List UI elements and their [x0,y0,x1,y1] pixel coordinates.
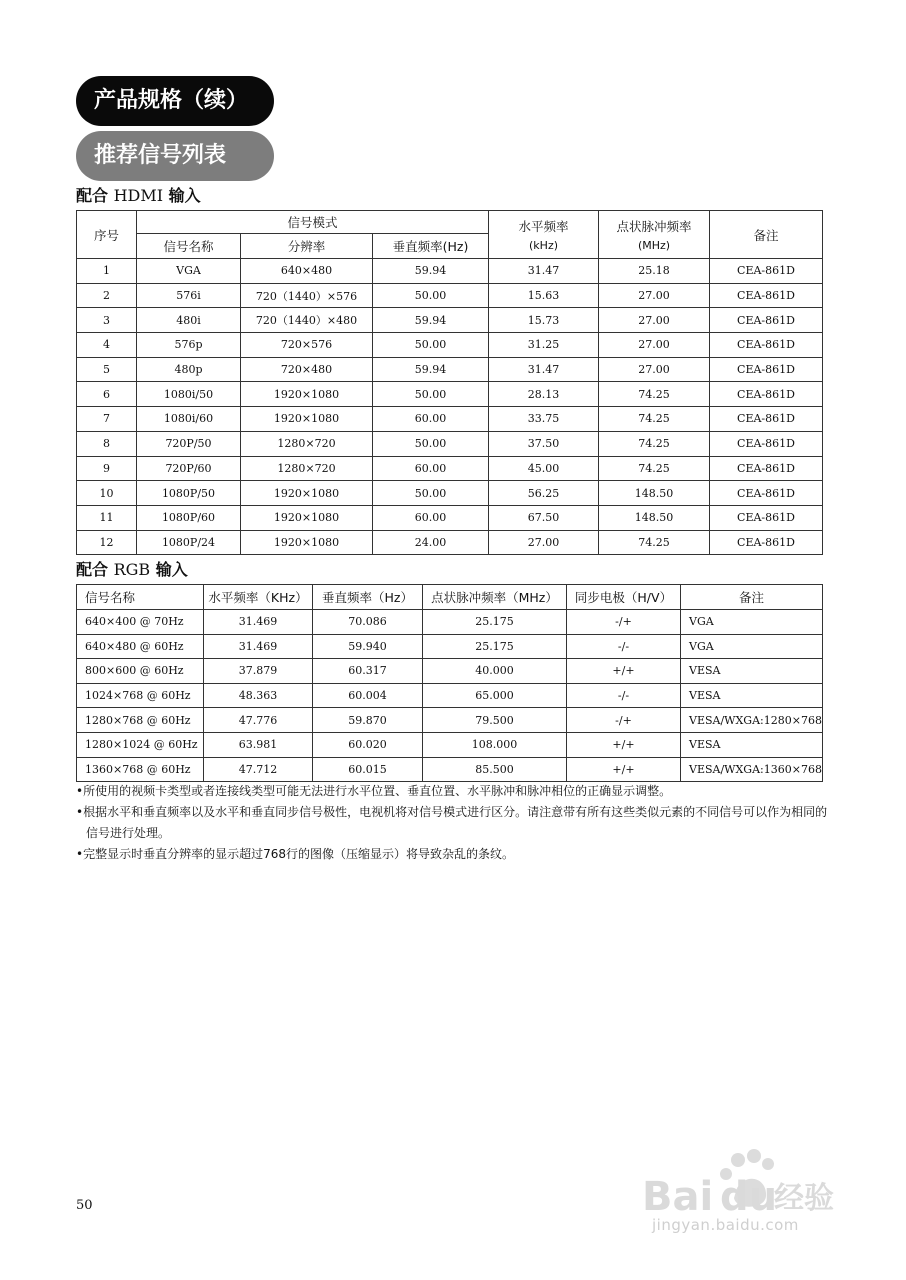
table-cell: 50.00 [373,333,489,358]
table-cell: 640×400 @ 70Hz [77,610,204,635]
table-cell: 1280×768 @ 60Hz [77,708,204,733]
table-row [77,431,823,456]
table-cell: 640×480 @ 60Hz [77,634,204,659]
table-cell: CEA-861D [710,333,823,358]
table-cell: 108.000 [423,732,567,757]
table-cell: 56.25 [489,481,599,506]
table-row [77,382,823,407]
table-cell: 27.00 [489,530,599,555]
table-cell: 720×576 [241,333,373,358]
table-cell: 59.94 [373,308,489,333]
table-cell: 60.015 [313,757,423,782]
header-remark: 备注 [710,211,823,259]
note-item: •完整显示时垂直分辨率的显示超过768行的图像（压缩显示）将导致杂乱的条纹。 [76,847,514,861]
header-signal-mode: 信号模式 [137,211,489,234]
table-cell: 9 [77,456,137,481]
table-cell: 74.25 [599,530,710,555]
table-cell: 720P/60 [137,456,241,481]
table-cell: 720×480 [241,357,373,382]
table-cell: 47.712 [204,757,313,782]
table-cell: 1080P/50 [137,481,241,506]
table-cell: 31.47 [489,357,599,382]
table-cell: 1080i/50 [137,382,241,407]
svg-text:经验: 经验 [774,1181,834,1216]
note-item: •所使用的视频卡类型或者连接线类型可能无法进行水平位置、垂直位置、水平脉冲和脉冲相位的正确显示调整。 [76,784,672,798]
column-header: 垂直频率（Hz） [313,585,423,610]
table-row [77,357,823,382]
section-heading: 推荐信号列表 [76,131,274,181]
table-cell: 27.00 [599,357,710,382]
table-cell: 37.50 [489,431,599,456]
table-cell: CEA-861D [710,530,823,555]
table-row [77,308,823,333]
table-cell: 148.50 [599,505,710,530]
table-cell: 480p [137,357,241,382]
hdmi-section-title: 配合 HDMI 输入 [76,186,201,205]
table-cell: 1080P/60 [137,505,241,530]
table-cell: VESA/WXGA:1360×768 [681,757,823,782]
table-cell: 59.940 [313,634,423,659]
table-cell: 15.63 [489,283,599,308]
note-item: •根据水平和垂直频率以及水平和垂直同步信号极性，电视机将对信号模式进行区分。请注意带有所有这些类似元素的不同信号可以作为相同的信号进行处理。 [76,805,828,840]
notes [76,781,836,865]
table-cell: CEA-861D [710,382,823,407]
table-cell: CEA-861D [710,283,823,308]
table-cell: VESA [681,732,823,757]
table-row [77,708,823,733]
table-row [77,634,823,659]
column-header: 同步电极（H/V） [567,585,681,610]
header-dotclock: 点状脉冲频率 (MHz) [599,211,710,259]
table-cell: 59.94 [373,357,489,382]
svg-text:du: du [720,1174,778,1220]
table-row [77,659,823,684]
header-resolution: 分辨率 [241,234,373,259]
table-cell: CEA-861D [710,431,823,456]
header-signal-name: 信号名称 [137,234,241,259]
table-cell: 800×600 @ 60Hz [77,659,204,684]
table-cell: 576p [137,333,241,358]
table-cell: 1920×1080 [241,505,373,530]
table-cell: VESA [681,659,823,684]
table-cell: 60.020 [313,732,423,757]
table-row [77,610,823,635]
table-cell: 85.500 [423,757,567,782]
table-row [77,757,823,782]
column-header: 水平频率（KHz） [204,585,313,610]
header-vfreq: 垂直频率(Hz) [373,234,489,259]
table-row [77,683,823,708]
table-cell: VGA [137,259,241,284]
table-cell: 48.363 [204,683,313,708]
header-hfreq: 水平频率 (kHz) [489,211,599,259]
table-cell: 1920×1080 [241,382,373,407]
table-cell: 1360×768 @ 60Hz [77,757,204,782]
table-cell: 720P/50 [137,431,241,456]
table-cell: CEA-861D [710,259,823,284]
table-cell: CEA-861D [710,308,823,333]
table-cell: -/- [567,683,681,708]
table-cell: +/+ [567,757,681,782]
table-cell: VGA [681,634,823,659]
table-cell: 28.13 [489,382,599,407]
hdmi-signal-table [76,210,823,555]
table-cell: 11 [77,505,137,530]
table-cell: 60.004 [313,683,423,708]
page-title: 产品规格（续） [76,76,274,126]
table-cell: 74.25 [599,456,710,481]
table-cell: 12 [77,530,137,555]
table-cell: 60.317 [313,659,423,684]
table-cell: 576i [137,283,241,308]
table-cell: 74.25 [599,382,710,407]
table-cell: 60.00 [373,456,489,481]
table-cell: CEA-861D [710,357,823,382]
table-cell: 25.175 [423,610,567,635]
column-header: 信号名称 [77,585,204,610]
table-cell: CEA-861D [710,407,823,432]
table-cell: +/+ [567,659,681,684]
table-cell: 148.50 [599,481,710,506]
table-cell: 10 [77,481,137,506]
table-cell: CEA-861D [710,505,823,530]
table-cell: -/- [567,634,681,659]
table-cell: 1280×720 [241,456,373,481]
table-cell: 50.00 [373,481,489,506]
table-cell: 74.25 [599,431,710,456]
table-cell: 480i [137,308,241,333]
table-row [77,333,823,358]
table-cell: 2 [77,283,137,308]
table-cell: 6 [77,382,137,407]
table-cell: 15.73 [489,308,599,333]
table-cell: 25.18 [599,259,710,284]
table-cell: 1920×1080 [241,530,373,555]
table-cell: CEA-861D [710,456,823,481]
table-cell: 50.00 [373,283,489,308]
table-cell: 59.870 [313,708,423,733]
table-cell: -/+ [567,708,681,733]
table-row [77,505,823,530]
table-cell: +/+ [567,732,681,757]
table-cell: 45.00 [489,456,599,481]
table-row [77,407,823,432]
table-cell: 31.47 [489,259,599,284]
table-cell: 1280×720 [241,431,373,456]
rgb-section-title: 配合 RGB 输入 [76,560,188,579]
table-cell: 37.879 [204,659,313,684]
table-cell: 1080P/24 [137,530,241,555]
table-row [77,283,823,308]
page-number: 50 [76,1198,93,1213]
table-cell: 3 [77,308,137,333]
table-cell: 25.175 [423,634,567,659]
table-cell: 27.00 [599,283,710,308]
table-cell: 720（1440）×480 [241,308,373,333]
table-cell: 27.00 [599,333,710,358]
table-cell: 63.981 [204,732,313,757]
table-cell: 720（1440）×576 [241,283,373,308]
table-cell: 4 [77,333,137,358]
table-cell: 1024×768 @ 60Hz [77,683,204,708]
table-cell: 70.086 [313,610,423,635]
table-cell: 1080i/60 [137,407,241,432]
table-cell: 60.00 [373,407,489,432]
table-row [77,456,823,481]
table-cell: VGA [681,610,823,635]
table-cell: 31.25 [489,333,599,358]
table-cell: 27.00 [599,308,710,333]
table-row [77,481,823,506]
table-cell: CEA-861D [710,481,823,506]
watermark-url: jingyan.baidu.com [652,1216,799,1234]
table-row [77,530,823,555]
table-cell: 640×480 [241,259,373,284]
table-cell: VESA [681,683,823,708]
table-cell: 1280×1024 @ 60Hz [77,732,204,757]
watermark-logo-text: Bai [642,1174,714,1220]
rgb-signal-table [76,584,823,782]
table-cell: -/+ [567,610,681,635]
table-cell: 74.25 [599,407,710,432]
column-header: 备注 [681,585,823,610]
column-header: 点状脉冲频率（MHz） [423,585,567,610]
table-cell: 67.50 [489,505,599,530]
table-row [77,259,823,284]
table-cell: 31.469 [204,610,313,635]
table-cell: 65.000 [423,683,567,708]
header-no: 序号 [77,211,137,259]
table-cell: 47.776 [204,708,313,733]
table-cell: 31.469 [204,634,313,659]
table-cell: 33.75 [489,407,599,432]
table-cell: 5 [77,357,137,382]
table-cell: 79.500 [423,708,567,733]
table-cell: VESA/WXGA:1280×768 [681,708,823,733]
table-cell: 50.00 [373,431,489,456]
table-cell: 50.00 [373,382,489,407]
table-row [77,732,823,757]
table-cell: 1920×1080 [241,407,373,432]
table-cell: 59.94 [373,259,489,284]
table-cell: 7 [77,407,137,432]
table-cell: 8 [77,431,137,456]
table-cell: 1 [77,259,137,284]
table-cell: 40.000 [423,659,567,684]
table-cell: 1920×1080 [241,481,373,506]
table-cell: 60.00 [373,505,489,530]
table-cell: 24.00 [373,530,489,555]
